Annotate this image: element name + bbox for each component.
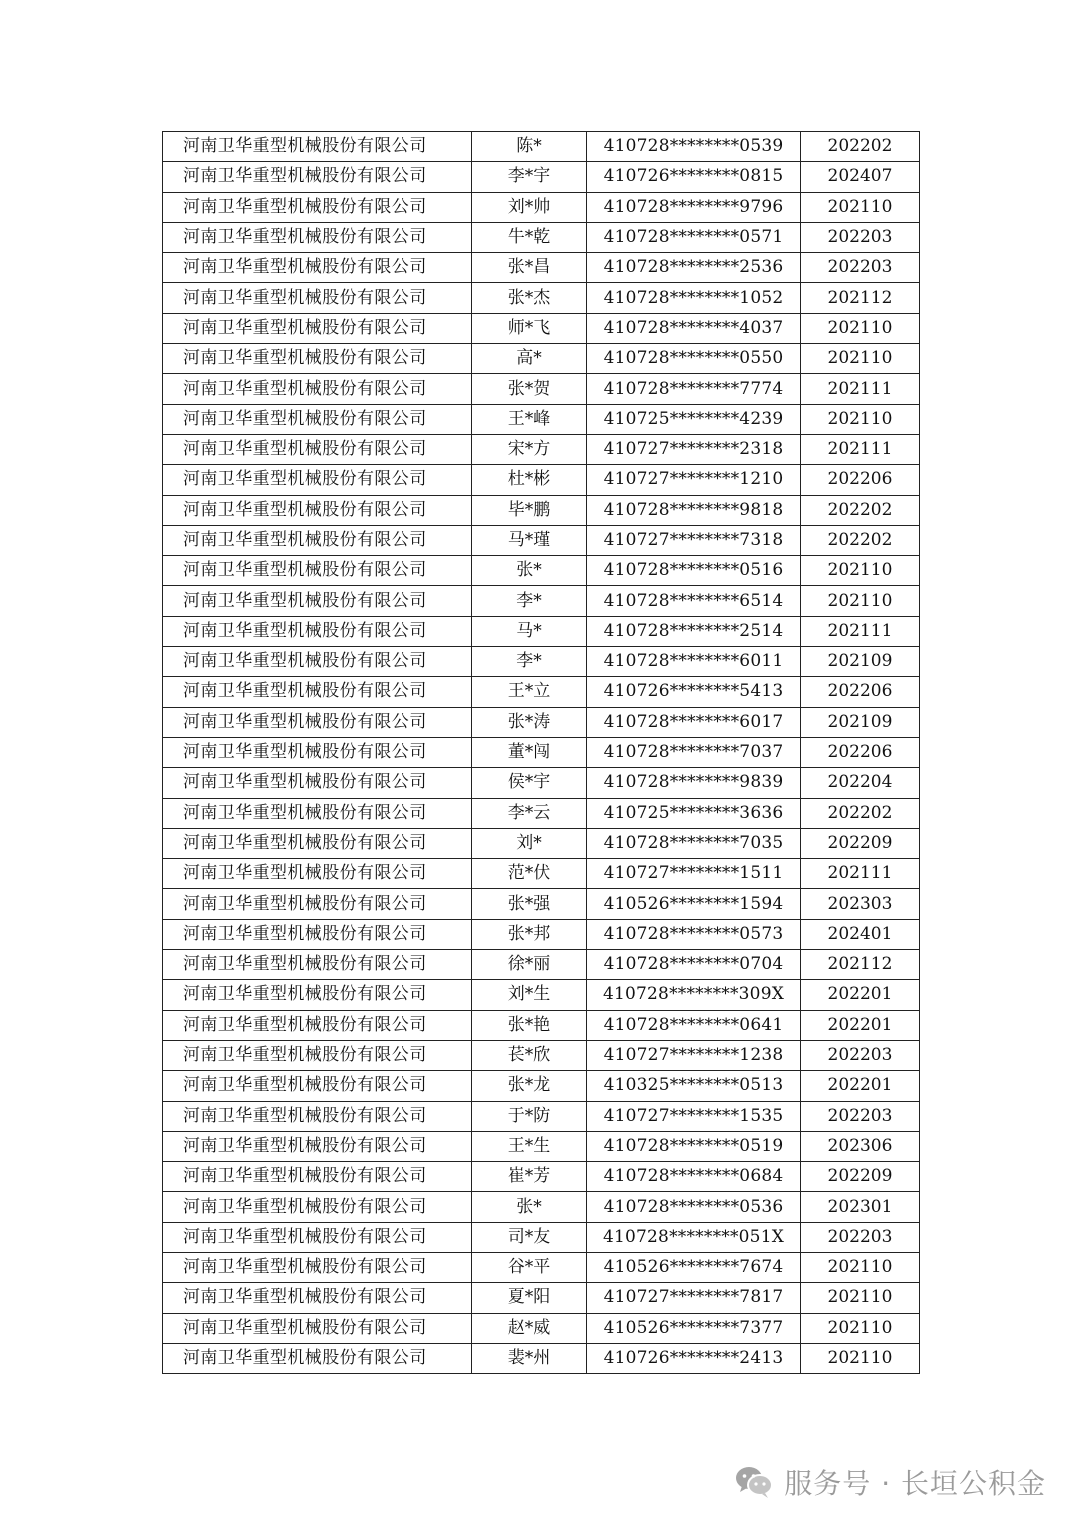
- watermark: [734, 1462, 1046, 1502]
- name-cell: 范*伏: [472, 859, 587, 889]
- name-cell: 张*昌: [472, 253, 587, 283]
- company-cell: 河南卫华重型机械股份有限公司: [163, 828, 472, 858]
- period-cell: 202201: [801, 980, 920, 1010]
- period-cell: 202202: [801, 525, 920, 555]
- period-cell: 202201: [801, 1010, 920, 1040]
- id-number-cell: 410728********2514: [587, 616, 801, 646]
- name-cell: 侯*宇: [472, 768, 587, 798]
- table-row: [163, 980, 920, 1010]
- id-number-cell: 410728********0550: [587, 344, 801, 374]
- id-number-cell: 410728********1052: [587, 283, 801, 313]
- id-number-cell: 410726********5413: [587, 677, 801, 707]
- company-cell: 河南卫华重型机械股份有限公司: [163, 1192, 472, 1222]
- id-number-cell: 410727********7318: [587, 525, 801, 555]
- name-cell: 刘*: [472, 828, 587, 858]
- wechat-icon: [734, 1465, 774, 1499]
- company-cell: 河南卫华重型机械股份有限公司: [163, 313, 472, 343]
- table-row: [163, 495, 920, 525]
- table-row: [163, 1252, 920, 1282]
- table-row: [163, 222, 920, 252]
- table-row: [163, 1192, 920, 1222]
- table-row: [163, 1283, 920, 1313]
- period-cell: 202111: [801, 859, 920, 889]
- id-number-cell: 410727********2318: [587, 434, 801, 464]
- table-row: [163, 1313, 920, 1343]
- period-cell: 202203: [801, 1222, 920, 1252]
- period-cell: 202110: [801, 404, 920, 434]
- period-cell: 202203: [801, 1101, 920, 1131]
- table-row: [163, 1010, 920, 1040]
- company-cell: 河南卫华重型机械股份有限公司: [163, 919, 472, 949]
- name-cell: 牛*乾: [472, 222, 587, 252]
- id-number-cell: 410728********0516: [587, 556, 801, 586]
- period-cell: 202206: [801, 677, 920, 707]
- company-cell: 河南卫华重型机械股份有限公司: [163, 1343, 472, 1373]
- period-cell: 202203: [801, 1040, 920, 1070]
- company-cell: 河南卫华重型机械股份有限公司: [163, 798, 472, 828]
- name-cell: 张*龙: [472, 1071, 587, 1101]
- table-row: [163, 768, 920, 798]
- name-cell: 高*: [472, 344, 587, 374]
- name-cell: 赵*威: [472, 1313, 587, 1343]
- company-cell: 河南卫华重型机械股份有限公司: [163, 768, 472, 798]
- id-number-cell: 410728********6514: [587, 586, 801, 616]
- name-cell: 徐*丽: [472, 950, 587, 980]
- period-cell: 202306: [801, 1131, 920, 1161]
- company-cell: 河南卫华重型机械股份有限公司: [163, 616, 472, 646]
- table-row: [163, 132, 920, 162]
- table-row: [163, 707, 920, 737]
- period-cell: 202202: [801, 798, 920, 828]
- id-number-cell: 410727********1210: [587, 465, 801, 495]
- company-cell: 河南卫华重型机械股份有限公司: [163, 465, 472, 495]
- company-cell: 河南卫华重型机械股份有限公司: [163, 1162, 472, 1192]
- id-number-cell: 410727********1238: [587, 1040, 801, 1070]
- company-cell: 河南卫华重型机械股份有限公司: [163, 556, 472, 586]
- company-cell: 河南卫华重型机械股份有限公司: [163, 253, 472, 283]
- id-number-cell: 410728********0704: [587, 950, 801, 980]
- period-cell: 202110: [801, 1343, 920, 1373]
- id-number-cell: 410325********0513: [587, 1071, 801, 1101]
- table-row: [163, 313, 920, 343]
- table-row: [163, 950, 920, 980]
- id-number-cell: 410728********0573: [587, 919, 801, 949]
- id-number-cell: 410728********0539: [587, 132, 801, 162]
- period-cell: 202111: [801, 616, 920, 646]
- name-cell: 崔*芳: [472, 1162, 587, 1192]
- name-cell: 张*: [472, 1192, 587, 1222]
- period-cell: 202206: [801, 737, 920, 767]
- company-cell: 河南卫华重型机械股份有限公司: [163, 1040, 472, 1070]
- name-cell: 李*宇: [472, 162, 587, 192]
- period-cell: 202209: [801, 1162, 920, 1192]
- name-cell: 李*: [472, 647, 587, 677]
- id-number-cell: 410526********7674: [587, 1252, 801, 1282]
- table-row: [163, 1343, 920, 1373]
- company-cell: 河南卫华重型机械股份有限公司: [163, 859, 472, 889]
- name-cell: 陈*: [472, 132, 587, 162]
- name-cell: 马*: [472, 616, 587, 646]
- company-cell: 河南卫华重型机械股份有限公司: [163, 1313, 472, 1343]
- period-cell: 202110: [801, 1252, 920, 1282]
- period-cell: 202111: [801, 374, 920, 404]
- table-row: [163, 586, 920, 616]
- table-row: [163, 1101, 920, 1131]
- id-number-cell: 410728********4037: [587, 313, 801, 343]
- period-cell: 202110: [801, 192, 920, 222]
- id-number-cell: 410725********3636: [587, 798, 801, 828]
- id-number-cell: 410526********1594: [587, 889, 801, 919]
- period-cell: 202204: [801, 768, 920, 798]
- period-cell: 202401: [801, 919, 920, 949]
- name-cell: 王*峰: [472, 404, 587, 434]
- employee-table-body: [163, 132, 920, 1374]
- id-number-cell: 410725********4239: [587, 404, 801, 434]
- period-cell: 202110: [801, 586, 920, 616]
- name-cell: 苌*欣: [472, 1040, 587, 1070]
- table-row: [163, 616, 920, 646]
- name-cell: 宋*方: [472, 434, 587, 464]
- company-cell: 河南卫华重型机械股份有限公司: [163, 525, 472, 555]
- company-cell: 河南卫华重型机械股份有限公司: [163, 737, 472, 767]
- company-cell: 河南卫华重型机械股份有限公司: [163, 283, 472, 313]
- company-cell: 河南卫华重型机械股份有限公司: [163, 222, 472, 252]
- company-cell: 河南卫华重型机械股份有限公司: [163, 1101, 472, 1131]
- id-number-cell: 410726********0815: [587, 162, 801, 192]
- id-number-cell: 410727********7817: [587, 1283, 801, 1313]
- company-cell: 河南卫华重型机械股份有限公司: [163, 1252, 472, 1282]
- table-row: [163, 253, 920, 283]
- id-number-cell: 410728********6011: [587, 647, 801, 677]
- name-cell: 夏*阳: [472, 1283, 587, 1313]
- id-number-cell: 410727********1511: [587, 859, 801, 889]
- table-row: [163, 828, 920, 858]
- company-cell: 河南卫华重型机械股份有限公司: [163, 374, 472, 404]
- table-row: [163, 404, 920, 434]
- id-number-cell: 410728********0536: [587, 1192, 801, 1222]
- period-cell: 202303: [801, 889, 920, 919]
- id-number-cell: 410728********9796: [587, 192, 801, 222]
- period-cell: 202110: [801, 556, 920, 586]
- table-row: [163, 647, 920, 677]
- table-row: [163, 344, 920, 374]
- company-cell: 河南卫华重型机械股份有限公司: [163, 889, 472, 919]
- company-cell: 河南卫华重型机械股份有限公司: [163, 677, 472, 707]
- company-cell: 河南卫华重型机械股份有限公司: [163, 1010, 472, 1040]
- table-row: [163, 465, 920, 495]
- name-cell: 张*邦: [472, 919, 587, 949]
- table-row: [163, 677, 920, 707]
- company-cell: 河南卫华重型机械股份有限公司: [163, 647, 472, 677]
- table-row: [163, 889, 920, 919]
- period-cell: 202301: [801, 1192, 920, 1222]
- company-cell: 河南卫华重型机械股份有限公司: [163, 434, 472, 464]
- name-cell: 裴*州: [472, 1343, 587, 1373]
- name-cell: 张*涛: [472, 707, 587, 737]
- period-cell: 202201: [801, 1071, 920, 1101]
- period-cell: 202407: [801, 162, 920, 192]
- table-row: [163, 283, 920, 313]
- company-cell: 河南卫华重型机械股份有限公司: [163, 495, 472, 525]
- company-cell: 河南卫华重型机械股份有限公司: [163, 192, 472, 222]
- name-cell: 张*艳: [472, 1010, 587, 1040]
- name-cell: 马*瑾: [472, 525, 587, 555]
- table-row: [163, 1162, 920, 1192]
- id-number-cell: 410728********309X: [587, 980, 801, 1010]
- id-number-cell: 410728********0641: [587, 1010, 801, 1040]
- name-cell: 刘*生: [472, 980, 587, 1010]
- period-cell: 202109: [801, 707, 920, 737]
- company-cell: 河南卫华重型机械股份有限公司: [163, 586, 472, 616]
- period-cell: 202109: [801, 647, 920, 677]
- name-cell: 师*飞: [472, 313, 587, 343]
- name-cell: 王*立: [472, 677, 587, 707]
- company-cell: 河南卫华重型机械股份有限公司: [163, 1222, 472, 1252]
- company-cell: 河南卫华重型机械股份有限公司: [163, 950, 472, 980]
- id-number-cell: 410728********051X: [587, 1222, 801, 1252]
- company-cell: 河南卫华重型机械股份有限公司: [163, 162, 472, 192]
- table-row: [163, 1131, 920, 1161]
- id-number-cell: 410728********2536: [587, 253, 801, 283]
- id-number-cell: 410526********7377: [587, 1313, 801, 1343]
- employee-table: [162, 131, 920, 1374]
- period-cell: 202110: [801, 344, 920, 374]
- table-row: [163, 859, 920, 889]
- table-row: [163, 798, 920, 828]
- period-cell: 202112: [801, 950, 920, 980]
- table-row: [163, 1040, 920, 1070]
- id-number-cell: 410727********1535: [587, 1101, 801, 1131]
- company-cell: 河南卫华重型机械股份有限公司: [163, 980, 472, 1010]
- name-cell: 于*防: [472, 1101, 587, 1131]
- period-cell: 202203: [801, 253, 920, 283]
- table-row: [163, 556, 920, 586]
- period-cell: 202110: [801, 313, 920, 343]
- table-row: [163, 525, 920, 555]
- company-cell: 河南卫华重型机械股份有限公司: [163, 404, 472, 434]
- id-number-cell: 410728********0519: [587, 1131, 801, 1161]
- name-cell: 张*: [472, 556, 587, 586]
- id-number-cell: 410728********9839: [587, 768, 801, 798]
- table-row: [163, 1071, 920, 1101]
- name-cell: 张*强: [472, 889, 587, 919]
- name-cell: 谷*平: [472, 1252, 587, 1282]
- company-cell: 河南卫华重型机械股份有限公司: [163, 344, 472, 374]
- table-row: [163, 919, 920, 949]
- table-row: [163, 434, 920, 464]
- id-number-cell: 410728********0684: [587, 1162, 801, 1192]
- table-row: [163, 1222, 920, 1252]
- id-number-cell: 410726********2413: [587, 1343, 801, 1373]
- id-number-cell: 410728********9818: [587, 495, 801, 525]
- name-cell: 杜*彬: [472, 465, 587, 495]
- id-number-cell: 410728********7037: [587, 737, 801, 767]
- period-cell: 202110: [801, 1313, 920, 1343]
- company-cell: 河南卫华重型机械股份有限公司: [163, 1283, 472, 1313]
- name-cell: 司*友: [472, 1222, 587, 1252]
- name-cell: 李*云: [472, 798, 587, 828]
- company-cell: 河南卫华重型机械股份有限公司: [163, 1071, 472, 1101]
- period-cell: 202206: [801, 465, 920, 495]
- period-cell: 202112: [801, 283, 920, 313]
- period-cell: 202209: [801, 828, 920, 858]
- period-cell: 202203: [801, 222, 920, 252]
- company-cell: 河南卫华重型机械股份有限公司: [163, 1131, 472, 1161]
- period-cell: 202202: [801, 132, 920, 162]
- id-number-cell: 410728********0571: [587, 222, 801, 252]
- name-cell: 李*: [472, 586, 587, 616]
- table-row: [163, 192, 920, 222]
- name-cell: 董*闯: [472, 737, 587, 767]
- id-number-cell: 410728********7774: [587, 374, 801, 404]
- name-cell: 刘*帅: [472, 192, 587, 222]
- table-row: [163, 162, 920, 192]
- period-cell: 202111: [801, 434, 920, 464]
- period-cell: 202202: [801, 495, 920, 525]
- watermark-text: 服务号 · 长垣公积金: [784, 1467, 1046, 1500]
- name-cell: 张*贺: [472, 374, 587, 404]
- period-cell: 202110: [801, 1283, 920, 1313]
- id-number-cell: 410728********6017: [587, 707, 801, 737]
- name-cell: 王*生: [472, 1131, 587, 1161]
- name-cell: 毕*鹏: [472, 495, 587, 525]
- table-row: [163, 737, 920, 767]
- company-cell: 河南卫华重型机械股份有限公司: [163, 707, 472, 737]
- id-number-cell: 410728********7035: [587, 828, 801, 858]
- table-row: [163, 374, 920, 404]
- company-cell: 河南卫华重型机械股份有限公司: [163, 132, 472, 162]
- name-cell: 张*杰: [472, 283, 587, 313]
